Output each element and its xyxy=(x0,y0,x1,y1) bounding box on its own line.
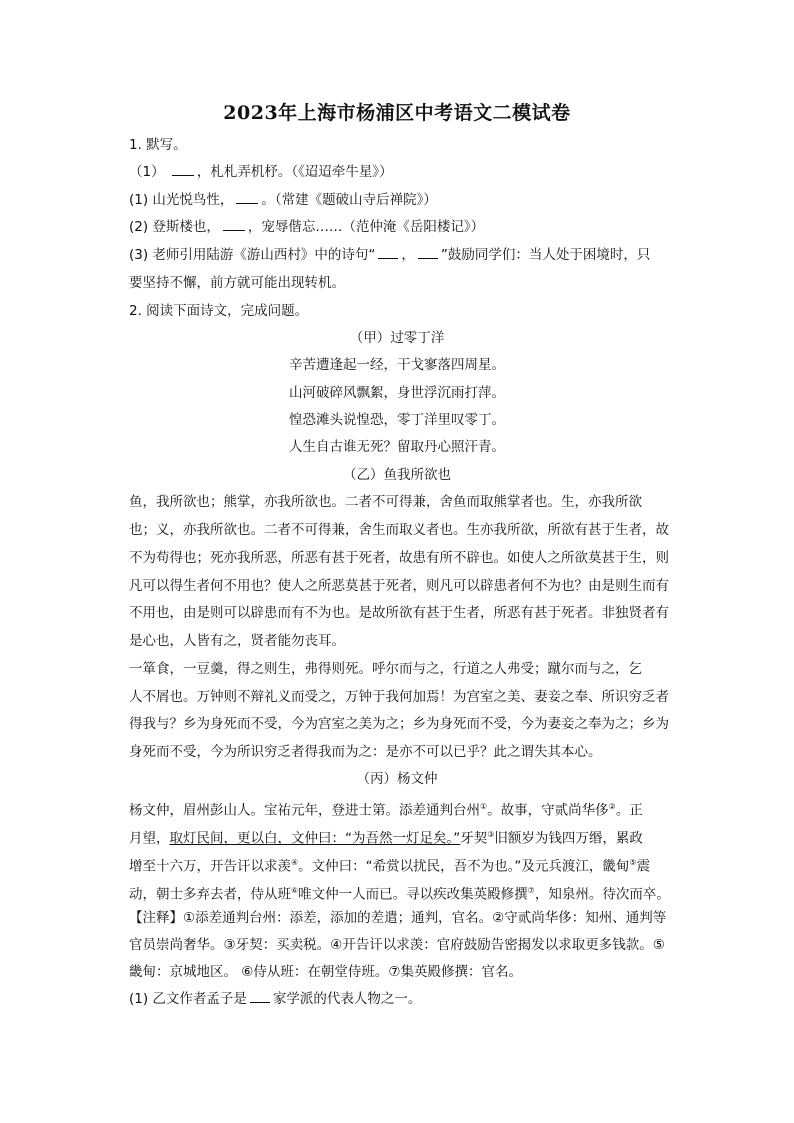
answer-blank[interactable] xyxy=(236,191,258,204)
bing-text-line xyxy=(129,882,670,904)
bing-text: 。正 xyxy=(615,802,643,819)
poem-line: 辛苦遭逢起一经，干戈寥落四周星。 xyxy=(289,357,505,373)
q1-line-3-prefix: (2) 登斯楼也， xyxy=(129,219,220,235)
answer-blank[interactable] xyxy=(223,218,245,231)
bing-text-line xyxy=(129,826,643,848)
q2-sub-question-1 xyxy=(129,990,421,1008)
footnote-marker: ④ xyxy=(291,858,299,867)
q2-sub-question-1-suffix: 家学派的代表人物之一。 xyxy=(272,991,422,1007)
q1-line-2 xyxy=(129,191,437,209)
q1-line-3 xyxy=(129,218,484,236)
footnote-marker: ② xyxy=(608,802,616,811)
bing-text: ，知泉州。待次而卒。 xyxy=(534,886,670,903)
bing-text: 震 xyxy=(636,858,651,875)
footnote-marker: ⑥ xyxy=(291,886,299,895)
page-title: 2023年上海市杨浦区中考语文二模试卷 xyxy=(223,102,571,124)
answer-blank[interactable] xyxy=(172,163,194,176)
q2-heading: 2. 阅读下面诗文，完成问题。 xyxy=(129,303,309,319)
footnote-marker: ③ xyxy=(487,830,495,839)
yi-title: （乙）鱼我所欲也 xyxy=(343,467,451,483)
yi-text-line: 一箪食，一豆羹，得之则生，弗得则死。呼尔而与之，行道之人弗受；蹴尔而与之，乞 xyxy=(129,661,642,677)
q1-line-1 xyxy=(129,163,393,181)
yi-text-line: 人不屑也。万钟则不辩礼义而受之，万钟于我何加焉！为宫室之美、妻妾之奉、所识穷乏者 xyxy=(129,689,669,705)
q1-line-2-suffix: 。（常建《题破山寺后禅院》） xyxy=(261,192,437,208)
yi-text-line: 不用也，由是则可以辟患而有不为也。是故所欲有甚于生者，所恶有甚于死者。非独贤者有 xyxy=(129,605,669,621)
footnote-marker: ⑤ xyxy=(629,858,637,867)
bing-text: 唯文仲一人而已。寻以疾改集英殿修撰 xyxy=(298,886,528,903)
answer-blank[interactable] xyxy=(378,246,398,259)
bing-text: 月望， xyxy=(129,830,170,847)
bing-text: 旧额岁为钱四万缗，累政 xyxy=(494,830,643,847)
poem-line: 山河破碎风飘絮，身世浮沉雨打萍。 xyxy=(289,385,505,401)
notes-line: 【注释】①添差通判台州：添差，添加的差遣；通判，官名。②守贰尚华侈：知州、通判等 xyxy=(129,910,667,926)
bing-text-line xyxy=(129,798,643,820)
yi-text-line: 得我与？乡为身死而不受，今为宫室之美为之；乡为身死而不受，今为妻妾之奉为之；乡为 xyxy=(129,716,669,732)
q1-line-2-prefix: (1) 山光悦鸟性， xyxy=(129,192,234,208)
bing-text: 动，朝士多弃去者，侍从班 xyxy=(129,886,291,903)
bing-text: 。文仲曰：“希赏以扰民，吾不为也。”及元兵渡江，畿甸 xyxy=(298,858,630,875)
q1-line-4 xyxy=(129,246,650,264)
yi-text-line: 鱼，我所欲也；熊掌，亦我所欲也。二者不可得兼，舍鱼而取熊掌者也。生，亦我所欲 xyxy=(129,494,642,510)
footnote-marker: ⑦ xyxy=(527,886,535,895)
yi-text-line: 身死而不受，今为所识穷乏者得我而为之：是亦不可以已乎？此之谓失其本心。 xyxy=(129,744,602,760)
notes-line: 官员崇尚奢华。③牙契：买卖税。④开告讦以求羡：官府鼓励告密揭发以求取更多钱款。⑤ xyxy=(129,937,665,953)
poem-line: 惶恐滩头说惶恐，零丁洋里叹零丁。 xyxy=(289,412,505,428)
bing-text: 。故事，守贰尚华侈 xyxy=(487,802,609,819)
q2-sub-question-1-prefix: (1) 乙文作者孟子是 xyxy=(129,991,247,1007)
bing-text: 牙契 xyxy=(460,830,488,847)
q1-line-4-prefix: (3) 老师引用陆游《游山西村》中的诗句“ xyxy=(129,247,376,263)
yi-text-line: 凡可以得生者何不用也？使人之所恶莫甚于死者，则凡可以辟患者何不为也？由是则生而有 xyxy=(129,578,669,594)
q1-heading: 1. 默写。 xyxy=(129,137,187,153)
q1-line-1-prefix: （1） xyxy=(129,164,169,180)
q1-line-5: 要坚持不懈，前方就可能出现转机。 xyxy=(129,275,345,291)
poem-line: 人生自古谁无死？留取丹心照汗青。 xyxy=(289,439,505,455)
q1-line-4-comma: ， xyxy=(401,247,415,263)
q1-line-4-suffix: ”鼓励同学们：当人处于困境时，只 xyxy=(440,247,651,263)
bing-text: 杨文仲，眉州彭山人。宝祐元年，登进士第。添差通判台州 xyxy=(129,802,480,819)
bing-title: （丙）杨文仲 xyxy=(356,771,438,787)
bing-text-line xyxy=(129,854,650,876)
answer-blank[interactable] xyxy=(250,990,270,1003)
yi-text-line: 不为苟得也；死亦我所恶，所恶有甚于死者，故患有所不辟也。如使人之所欲莫甚于生，则 xyxy=(129,550,669,566)
q1-line-1-suffix: ，札札弄机杼。（《迢迢牵牛星》） xyxy=(196,164,393,180)
yi-text-line: 也；义，亦我所欲也。二者不可得兼，舍生而取义者也。生亦我所欲，所欲有甚于生者，故 xyxy=(129,522,669,538)
yi-text-line: 是心也，人皆有之，贤者能勿丧耳。 xyxy=(129,633,345,649)
answer-blank[interactable] xyxy=(418,246,438,259)
bing-text: 增至十六万，开告讦以求羡 xyxy=(129,858,291,875)
underlined-sentence: 取灯民间，更以白，文仲曰：“为吾然一灯足矣。” xyxy=(169,830,461,847)
poem-title: （甲）过零丁洋 xyxy=(349,330,445,346)
q1-line-3-suffix: ，宠辱偕忘……（范仲淹《岳阳楼记》） xyxy=(247,219,485,235)
notes-line: 畿甸：京城地区。 ⑥侍从班：在朝堂侍班。⑦集英殿修撰：官名。 xyxy=(129,964,522,980)
footnote-marker: ① xyxy=(480,802,488,811)
